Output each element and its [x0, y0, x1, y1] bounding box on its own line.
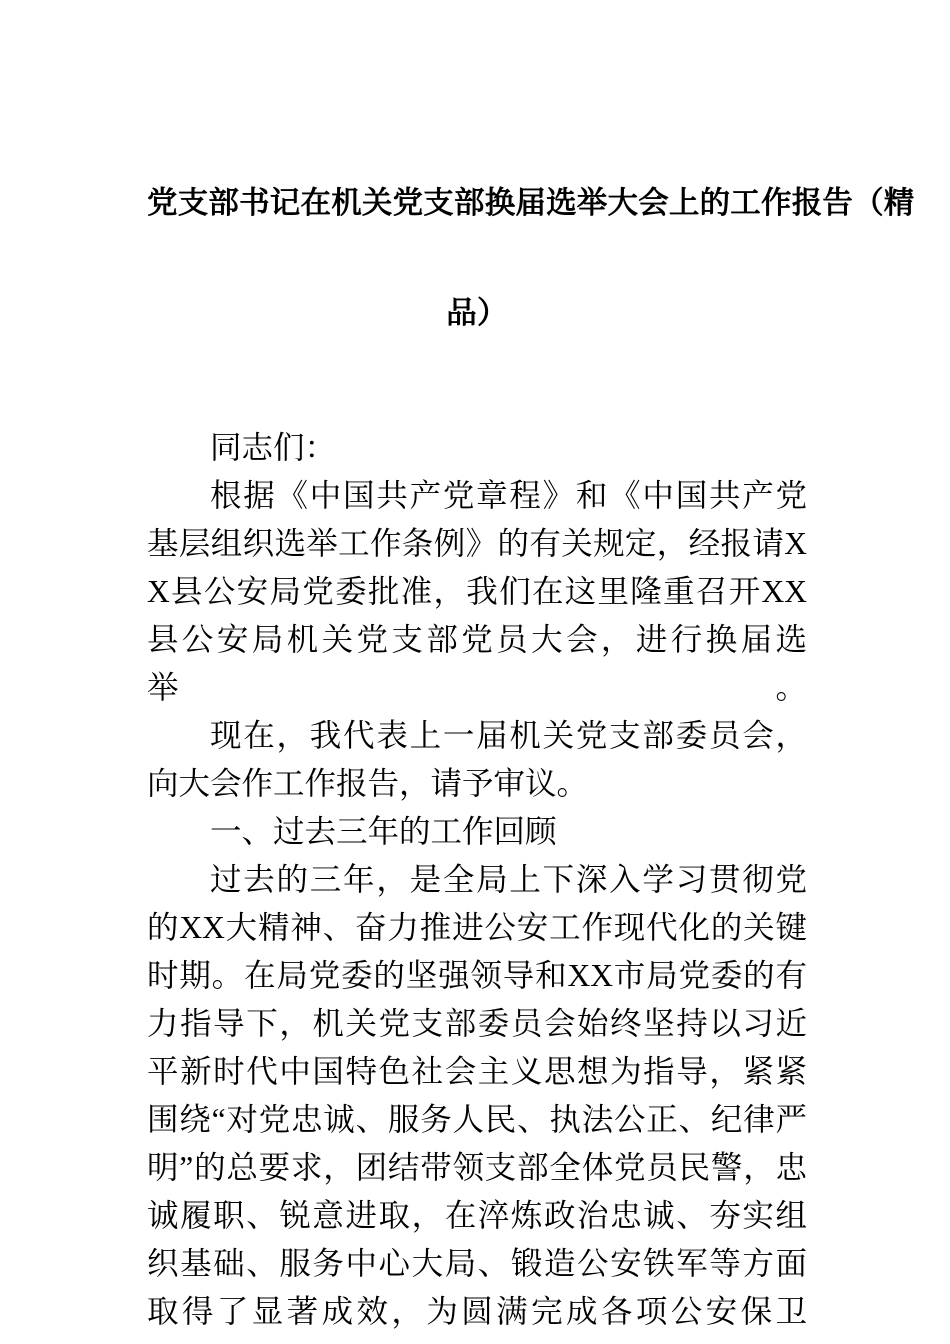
document-title-line-1: 党支部书记在机关党支部换届选举大会上的工作报告（精	[147, 186, 915, 220]
document-title-line-2: 品）	[446, 296, 508, 330]
paragraph-basis: 根据《中国共产党章程》和《中国共产党基层组织选举工作条例》的有关规定，经报请XX县公安局党委批准，我们在这里隆重召开XX县公安局机关党支部党员大会，进行换届选举。	[147, 478, 807, 705]
paragraph-salutation: 同志们：	[210, 430, 337, 465]
section-heading-one: 一、过去三年的工作回顾	[210, 814, 557, 849]
paragraph-three-year-review: 过去的三年，是全局上下深入学习贯彻党的XX大精神、奋力推进公安工作现代化的关键时期。在局党委的坚强领导和XX市局党委的有力指导下，机关党支部委员会始终坚持以习近平新时代中国特色社会主义思想为指导，紧紧围绕“对党忠诚、服务人民、执法公正、纪律严明”的总要求，团结带领支部全体党员民警，忠诚履职、锐意进取，在淬炼政治忠诚、夯实组织基础、服务中心大局、锻造公安铁军等方面取得了显著成效，为圆满完成各项公安保卫	[147, 862, 807, 1329]
document-body	[147, 424, 807, 1336]
paragraph-report-intro: 现在，我代表上一届机关党支部委员会，向大会作工作报告，请予审议。	[147, 718, 807, 801]
document-title	[147, 0, 915, 368]
document-text-column	[147, 0, 915, 1336]
